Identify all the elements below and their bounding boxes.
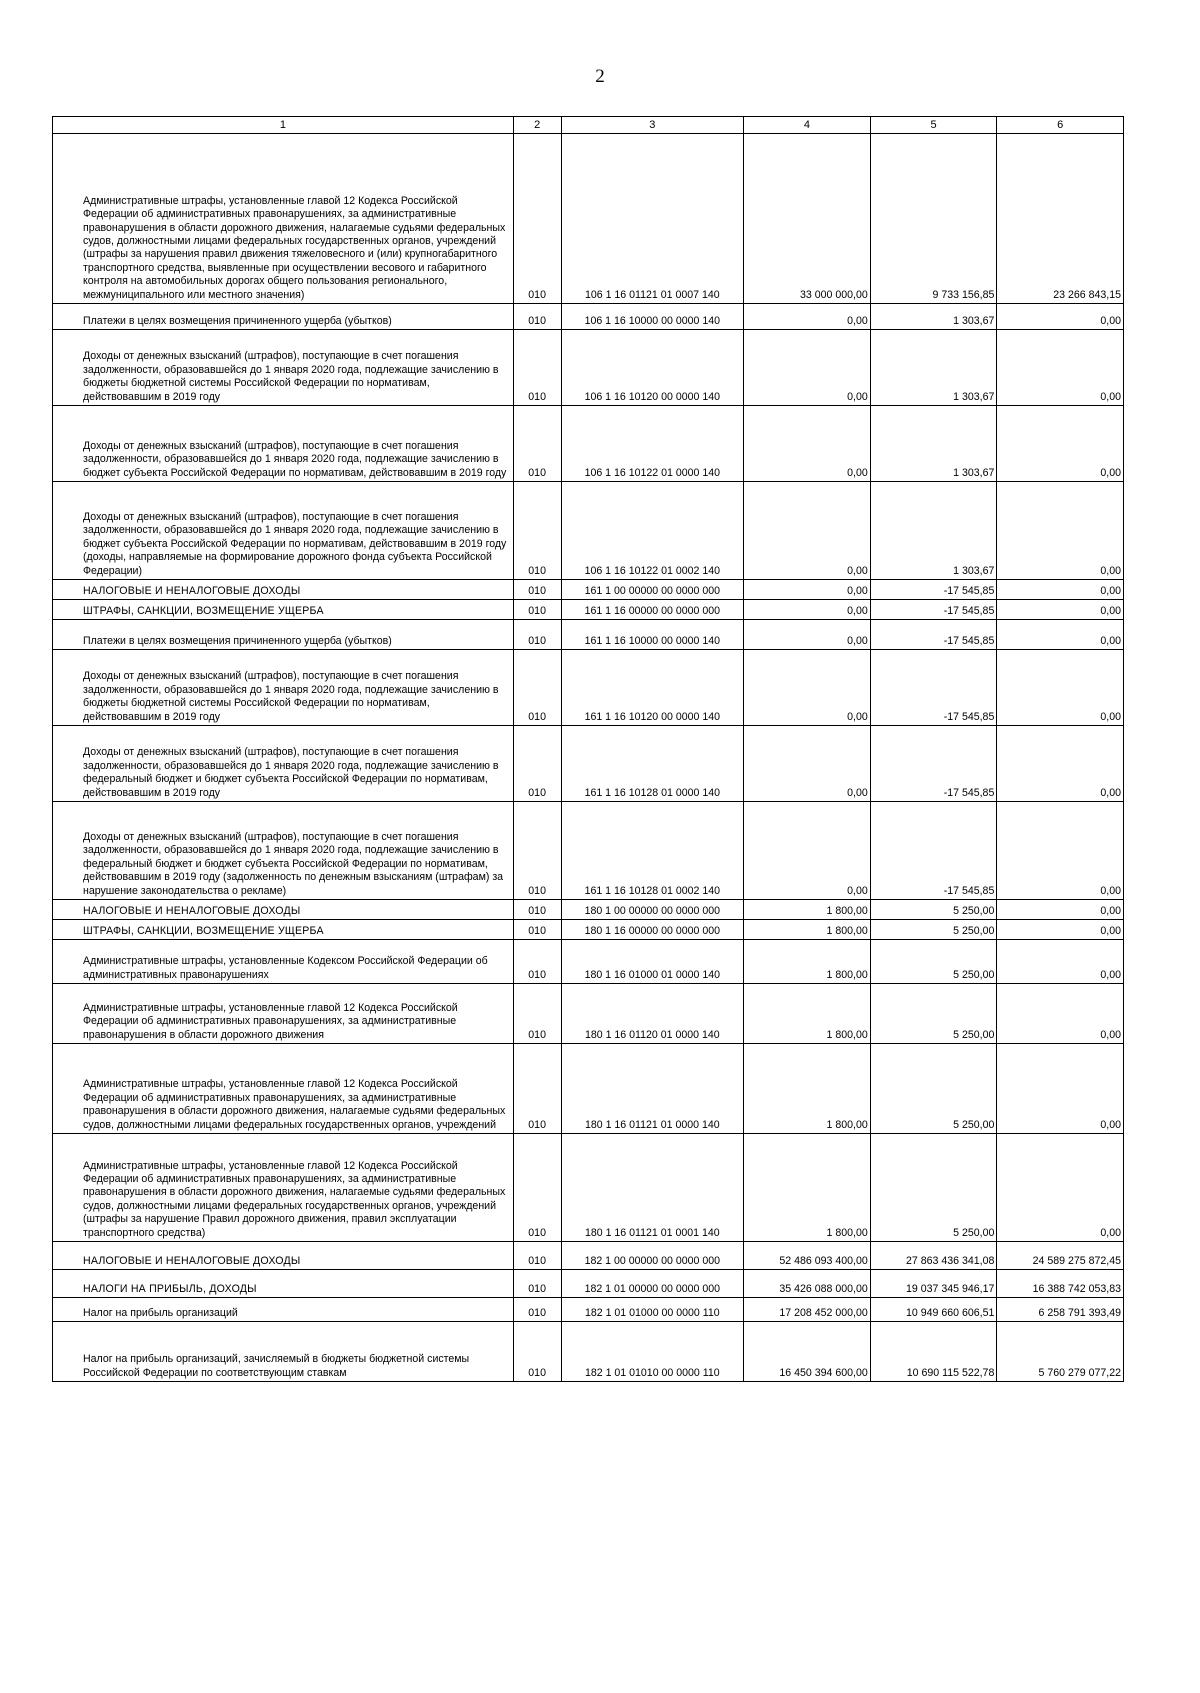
row-executed-cell: 10 949 660 606,51: [870, 1298, 997, 1322]
row-executed-cell: 27 863 436 341,08: [870, 1242, 997, 1270]
row-name-cell: ШТРАФЫ, САНКЦИИ, ВОЗМЕЩЕНИЕ УЩЕРБА: [53, 600, 514, 620]
row-executed-cell: 1 303,67: [870, 330, 997, 406]
row-unexecuted-cell: 0,00: [997, 580, 1124, 600]
column-header: 2: [513, 117, 561, 134]
row-line-code-cell: 010: [513, 330, 561, 406]
row-name-cell: Административные штрафы, установленные главой 12 Кодекса Российской Федерации об административных правонарушениях, за административные правонарушения в области дорожного движения, налагаемые судьями федеральных судов, должностными лицами федеральных государственных органов, учреждений (штрафы за нарушения правил движения тяжеловесного и (или) крупногабаритного транспортного средства, выявленные при осуществлении весового и габаритного контроля на автомобильных дорогах общего пользования регионального, межмуниципального или местного значения): [53, 134, 514, 304]
row-executed-cell: 5 250,00: [870, 920, 997, 940]
row-approved-cell: 0,00: [744, 482, 871, 580]
column-header: 3: [561, 117, 744, 134]
row-name-cell: НАЛОГОВЫЕ И НЕНАЛОГОВЫЕ ДОХОДЫ: [53, 580, 514, 600]
table-row: [53, 1134, 1124, 1242]
row-unexecuted-cell: 6 258 791 393,49: [997, 1298, 1124, 1322]
table-row: [53, 984, 1124, 1044]
row-executed-cell: 5 250,00: [870, 1044, 997, 1134]
row-name-cell: Доходы от денежных взысканий (штрафов), поступающие в счет погашения задолженности, образовавшейся до 1 января 2020 года, подлежащие зачислению в федеральный бюджет и бюджет субъекта Российской Федерации по нормативам, действовавшим в 2019 году: [53, 726, 514, 802]
column-header: 6: [997, 117, 1124, 134]
table-row: [53, 134, 1124, 304]
row-executed-cell: -17 545,85: [870, 580, 997, 600]
row-name-cell: НАЛОГОВЫЕ И НЕНАЛОГОВЫЕ ДОХОДЫ: [53, 1242, 514, 1270]
row-budget-code-cell: 161 1 16 10120 00 0000 140: [561, 650, 744, 726]
table-row: [53, 580, 1124, 600]
row-name-cell: Доходы от денежных взысканий (штрафов), поступающие в счет погашения задолженности, образовавшейся до 1 января 2020 года, подлежащие зачислению в бюджеты бюджетной системы Российской Федерации по нормативам, действовавшим в 2019 году: [53, 650, 514, 726]
row-line-code-cell: 010: [513, 726, 561, 802]
row-approved-cell: 1 800,00: [744, 940, 871, 984]
row-approved-cell: 16 450 394 600,00: [744, 1322, 871, 1382]
column-header: 5: [870, 117, 997, 134]
row-line-code-cell: 010: [513, 920, 561, 940]
row-executed-cell: 5 250,00: [870, 1134, 997, 1242]
column-number-row: [53, 117, 1124, 134]
row-executed-cell: 5 250,00: [870, 984, 997, 1044]
row-executed-cell: 9 733 156,85: [870, 134, 997, 304]
row-executed-cell: 5 250,00: [870, 900, 997, 920]
row-executed-cell: 1 303,67: [870, 482, 997, 580]
row-budget-code-cell: 106 1 16 10120 00 0000 140: [561, 330, 744, 406]
row-name-cell: ШТРАФЫ, САНКЦИИ, ВОЗМЕЩЕНИЕ УЩЕРБА: [53, 920, 514, 940]
row-approved-cell: 1 800,00: [744, 920, 871, 940]
row-unexecuted-cell: 0,00: [997, 330, 1124, 406]
row-approved-cell: 0,00: [744, 600, 871, 620]
row-approved-cell: 52 486 093 400,00: [744, 1242, 871, 1270]
revenue-table: [52, 116, 1124, 1382]
row-approved-cell: 0,00: [744, 620, 871, 650]
row-unexecuted-cell: 0,00: [997, 900, 1124, 920]
row-approved-cell: 0,00: [744, 406, 871, 482]
table-row: [53, 1322, 1124, 1382]
table-row: [53, 304, 1124, 330]
row-name-cell: Административные штрафы, установленные Кодексом Российской Федерации об административных правонарушениях: [53, 940, 514, 984]
row-approved-cell: 17 208 452 000,00: [744, 1298, 871, 1322]
row-unexecuted-cell: 0,00: [997, 940, 1124, 984]
row-executed-cell: -17 545,85: [870, 620, 997, 650]
row-approved-cell: 33 000 000,00: [744, 134, 871, 304]
row-approved-cell: 0,00: [744, 304, 871, 330]
row-unexecuted-cell: 0,00: [997, 304, 1124, 330]
row-approved-cell: 0,00: [744, 802, 871, 900]
row-approved-cell: 1 800,00: [744, 1134, 871, 1242]
row-approved-cell: 1 800,00: [744, 900, 871, 920]
row-name-cell: Доходы от денежных взысканий (штрафов), поступающие в счет погашения задолженности, образовавшейся до 1 января 2020 года, подлежащие зачислению в бюджеты бюджетной системы Российской Федерации по нормативам, действовавшим в 2019 году: [53, 330, 514, 406]
row-name-cell: Платежи в целях возмещения причиненного ущерба (убытков): [53, 304, 514, 330]
row-approved-cell: 0,00: [744, 650, 871, 726]
row-name-cell: Административные штрафы, установленные главой 12 Кодекса Российской Федерации об административных правонарушениях, за административные правонарушения в области дорожного движения, налагаемые судьями федеральных судов, должностными лицами федеральных государственных органов, учреждений: [53, 1044, 514, 1134]
row-unexecuted-cell: 0,00: [997, 920, 1124, 940]
row-unexecuted-cell: 0,00: [997, 726, 1124, 802]
row-line-code-cell: 010: [513, 1242, 561, 1270]
row-budget-code-cell: 182 1 01 01000 00 0000 110: [561, 1298, 744, 1322]
row-unexecuted-cell: 0,00: [997, 1044, 1124, 1134]
table-row: [53, 940, 1124, 984]
row-name-cell: Доходы от денежных взысканий (штрафов), поступающие в счет погашения задолженности, образовавшейся до 1 января 2020 года, подлежащие зачислению в бюджет субъекта Российской Федерации по нормативам, действовавшим в 2019 году: [53, 406, 514, 482]
table-row: [53, 330, 1124, 406]
row-line-code-cell: 010: [513, 900, 561, 920]
table-row: [53, 726, 1124, 802]
row-unexecuted-cell: 0,00: [997, 1134, 1124, 1242]
row-line-code-cell: 010: [513, 304, 561, 330]
table-row: [53, 650, 1124, 726]
table-row: [53, 802, 1124, 900]
row-line-code-cell: 010: [513, 1270, 561, 1298]
table-row: [53, 406, 1124, 482]
table-row: [53, 482, 1124, 580]
row-unexecuted-cell: 0,00: [997, 802, 1124, 900]
row-line-code-cell: 010: [513, 600, 561, 620]
table-row: [53, 1242, 1124, 1270]
row-budget-code-cell: 182 1 01 01010 00 0000 110: [561, 1322, 744, 1382]
row-line-code-cell: 010: [513, 134, 561, 304]
table-row: [53, 620, 1124, 650]
row-budget-code-cell: 106 1 16 10122 01 0000 140: [561, 406, 744, 482]
row-name-cell: Налог на прибыль организаций: [53, 1298, 514, 1322]
row-line-code-cell: 010: [513, 620, 561, 650]
row-unexecuted-cell: 16 388 742 053,83: [997, 1270, 1124, 1298]
row-name-cell: Административные штрафы, установленные главой 12 Кодекса Российской Федерации об административных правонарушениях, за административные правонарушения в области дорожного движения: [53, 984, 514, 1044]
table-row: [53, 920, 1124, 940]
row-approved-cell: 1 800,00: [744, 984, 871, 1044]
row-unexecuted-cell: 5 760 279 077,22: [997, 1322, 1124, 1382]
row-budget-code-cell: 182 1 00 00000 00 0000 000: [561, 1242, 744, 1270]
row-line-code-cell: 010: [513, 984, 561, 1044]
row-budget-code-cell: 106 1 16 01121 01 0007 140: [561, 134, 744, 304]
row-budget-code-cell: 180 1 16 01000 01 0000 140: [561, 940, 744, 984]
row-budget-code-cell: 161 1 16 10128 01 0000 140: [561, 726, 744, 802]
table-row: [53, 600, 1124, 620]
row-line-code-cell: 010: [513, 1298, 561, 1322]
row-executed-cell: -17 545,85: [870, 650, 997, 726]
row-budget-code-cell: 161 1 16 10000 00 0000 140: [561, 620, 744, 650]
row-executed-cell: -17 545,85: [870, 600, 997, 620]
row-name-cell: Доходы от денежных взысканий (штрафов), поступающие в счет погашения задолженности, образовавшейся до 1 января 2020 года, подлежащие зачислению в федеральный бюджет и бюджет субъекта Российской Федерации по нормативам, действовавшим в 2019 году (задолженность по денежным взысканиям (штрафам) за нарушение законодательства о рекламе): [53, 802, 514, 900]
row-budget-code-cell: 106 1 16 10000 00 0000 140: [561, 304, 744, 330]
row-budget-code-cell: 161 1 00 00000 00 0000 000: [561, 580, 744, 600]
row-approved-cell: 1 800,00: [744, 1044, 871, 1134]
row-unexecuted-cell: 0,00: [997, 600, 1124, 620]
row-line-code-cell: 010: [513, 802, 561, 900]
row-executed-cell: 19 037 345 946,17: [870, 1270, 997, 1298]
row-unexecuted-cell: 0,00: [997, 406, 1124, 482]
row-approved-cell: 0,00: [744, 580, 871, 600]
row-budget-code-cell: 182 1 01 00000 00 0000 000: [561, 1270, 744, 1298]
row-line-code-cell: 010: [513, 650, 561, 726]
table-row: [53, 1270, 1124, 1298]
row-name-cell: Доходы от денежных взысканий (штрафов), поступающие в счет погашения задолженности, образовавшейся до 1 января 2020 года, подлежащие зачислению в бюджет субъекта Российской Федерации по нормативам, действовавшим в 2019 году (доходы, направляемые на формирование дорожного фонда субъекта Российской Федерации): [53, 482, 514, 580]
row-line-code-cell: 010: [513, 1134, 561, 1242]
row-line-code-cell: 010: [513, 1044, 561, 1134]
row-executed-cell: 1 303,67: [870, 406, 997, 482]
row-budget-code-cell: 180 1 16 00000 00 0000 000: [561, 920, 744, 940]
row-budget-code-cell: 180 1 16 01120 01 0000 140: [561, 984, 744, 1044]
column-header: 1: [53, 117, 514, 134]
row-unexecuted-cell: 24 589 275 872,45: [997, 1242, 1124, 1270]
column-header: 4: [744, 117, 871, 134]
row-line-code-cell: 010: [513, 1322, 561, 1382]
row-name-cell: Платежи в целях возмещения причиненного ущерба (убытков): [53, 620, 514, 650]
table-row: [53, 1298, 1124, 1322]
row-budget-code-cell: 180 1 00 00000 00 0000 000: [561, 900, 744, 920]
row-approved-cell: 0,00: [744, 330, 871, 406]
table-row: [53, 900, 1124, 920]
table-row: [53, 1044, 1124, 1134]
row-executed-cell: 10 690 115 522,78: [870, 1322, 997, 1382]
row-executed-cell: 5 250,00: [870, 940, 997, 984]
row-name-cell: НАЛОГИ НА ПРИБЫЛЬ, ДОХОДЫ: [53, 1270, 514, 1298]
row-name-cell: Налог на прибыль организаций, зачисляемый в бюджеты бюджетной системы Российской Федерации по соответствующим ставкам: [53, 1322, 514, 1382]
row-line-code-cell: 010: [513, 940, 561, 984]
row-unexecuted-cell: 0,00: [997, 650, 1124, 726]
row-executed-cell: -17 545,85: [870, 726, 997, 802]
row-unexecuted-cell: 0,00: [997, 984, 1124, 1044]
row-unexecuted-cell: 23 266 843,15: [997, 134, 1124, 304]
row-budget-code-cell: 161 1 16 10128 01 0002 140: [561, 802, 744, 900]
row-name-cell: НАЛОГОВЫЕ И НЕНАЛОГОВЫЕ ДОХОДЫ: [53, 900, 514, 920]
page-number: 2: [595, 66, 605, 87]
row-budget-code-cell: 180 1 16 01121 01 0000 140: [561, 1044, 744, 1134]
row-approved-cell: 0,00: [744, 726, 871, 802]
row-executed-cell: -17 545,85: [870, 802, 997, 900]
row-line-code-cell: 010: [513, 406, 561, 482]
row-budget-code-cell: 161 1 16 00000 00 0000 000: [561, 600, 744, 620]
row-unexecuted-cell: 0,00: [997, 482, 1124, 580]
row-line-code-cell: 010: [513, 580, 561, 600]
row-budget-code-cell: 180 1 16 01121 01 0001 140: [561, 1134, 744, 1242]
row-executed-cell: 1 303,67: [870, 304, 997, 330]
row-budget-code-cell: 106 1 16 10122 01 0002 140: [561, 482, 744, 580]
row-approved-cell: 35 426 088 000,00: [744, 1270, 871, 1298]
row-name-cell: Административные штрафы, установленные главой 12 Кодекса Российской Федерации об административных правонарушениях, за административные правонарушения в области дорожного движения, налагаемые судьями федеральных судов, должностными лицами федеральных государственных органов, учреждений (штрафы за нарушение Правил дорожного движения, правил эксплуатации транспортного средства): [53, 1134, 514, 1242]
row-line-code-cell: 010: [513, 482, 561, 580]
row-unexecuted-cell: 0,00: [997, 620, 1124, 650]
